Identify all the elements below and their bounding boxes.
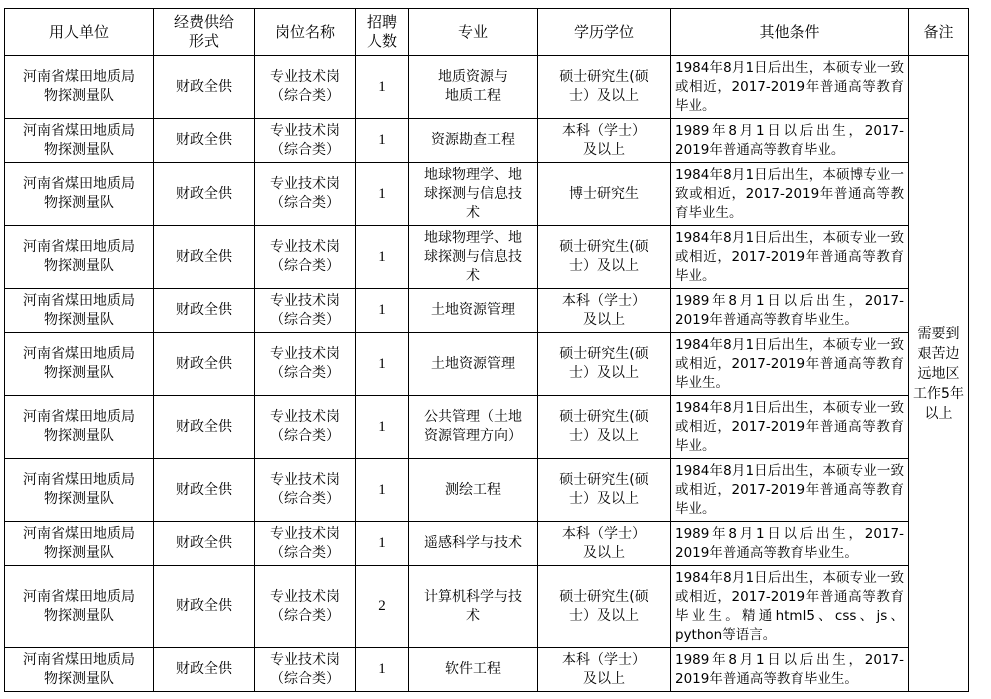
cell-count: 1 (356, 459, 409, 522)
cell-unit: 河南省煤田地质局 物探测量队 (5, 226, 154, 289)
cell-count: 1 (356, 333, 409, 396)
cell-unit: 河南省煤田地质局 物探测量队 (5, 459, 154, 522)
cell-count: 1 (356, 56, 409, 119)
cell-education: 硕士研究生(硕 士）及以上 (538, 56, 671, 119)
cell-unit: 河南省煤田地质局 物探测量队 (5, 119, 154, 163)
header-unit: 用人单位 (5, 9, 154, 56)
cell-position: 专业技术岗 （综合类） (255, 566, 356, 648)
table-row (5, 163, 969, 226)
cell-conditions: 1989年8月1日以后出生，2017-2019年普通高等教育毕业生。 (671, 648, 909, 692)
cell-funding: 财政全供 (154, 648, 255, 692)
cell-education: 本科（学士） 及以上 (538, 289, 671, 333)
cell-count: 1 (356, 119, 409, 163)
table-row (5, 522, 969, 566)
cell-major: 地质资源与 地质工程 (409, 56, 538, 119)
cell-count: 1 (356, 226, 409, 289)
cell-count: 2 (356, 566, 409, 648)
cell-major: 地球物理学、地 球探测与信息技 术 (409, 163, 538, 226)
cell-position: 专业技术岗 （综合类） (255, 56, 356, 119)
table-row (5, 333, 969, 396)
table-body (5, 56, 969, 692)
cell-unit: 河南省煤田地质局 物探测量队 (5, 522, 154, 566)
recruitment-table-container (4, 8, 969, 692)
cell-major: 计算机科学与技 术 (409, 566, 538, 648)
table-row (5, 56, 969, 119)
cell-major: 资源勘查工程 (409, 119, 538, 163)
cell-major: 公共管理（土地 资源管理方向） (409, 396, 538, 459)
cell-unit: 河南省煤田地质局 物探测量队 (5, 289, 154, 333)
cell-unit: 河南省煤田地质局 物探测量队 (5, 163, 154, 226)
cell-major: 测绘工程 (409, 459, 538, 522)
recruitment-table (4, 8, 969, 692)
cell-education: 硕士研究生(硕 士）及以上 (538, 333, 671, 396)
cell-funding: 财政全供 (154, 333, 255, 396)
header-row (5, 9, 969, 56)
cell-position: 专业技术岗 （综合类） (255, 396, 356, 459)
cell-funding: 财政全供 (154, 119, 255, 163)
cell-education: 博士研究生 (538, 163, 671, 226)
cell-count: 1 (356, 648, 409, 692)
cell-funding: 财政全供 (154, 566, 255, 648)
table-row (5, 289, 969, 333)
cell-conditions: 1984年8月1日后出生，本硕专业一致或相近，2017-2019年普通高等教育毕业生。 (671, 333, 909, 396)
cell-education: 本科（学士） 及以上 (538, 119, 671, 163)
cell-remark: 需要到 艰苦边 远地区 工作5年 以上 (909, 56, 969, 692)
header-position: 岗位名称 (255, 9, 356, 56)
cell-conditions: 1984年8月1日后出生，本硕专业一致或相近，2017-2019年普通高等教育毕业。 (671, 396, 909, 459)
cell-position: 专业技术岗 （综合类） (255, 119, 356, 163)
header-count: 招聘 人数 (356, 9, 409, 56)
header-remark: 备注 (909, 9, 969, 56)
cell-count: 1 (356, 163, 409, 226)
cell-position: 专业技术岗 （综合类） (255, 226, 356, 289)
table-row (5, 648, 969, 692)
cell-unit: 河南省煤田地质局 物探测量队 (5, 333, 154, 396)
table-row (5, 459, 969, 522)
cell-position: 专业技术岗 （综合类） (255, 289, 356, 333)
cell-funding: 财政全供 (154, 163, 255, 226)
cell-education: 本科（学士） 及以上 (538, 648, 671, 692)
cell-position: 专业技术岗 （综合类） (255, 459, 356, 522)
cell-major: 软件工程 (409, 648, 538, 692)
cell-conditions: 1989年8月1日以后出生，2017-2019年普通高等教育毕业生。 (671, 289, 909, 333)
cell-count: 1 (356, 522, 409, 566)
cell-education: 硕士研究生(硕 士）及以上 (538, 396, 671, 459)
cell-conditions: 1989年8月1日以后出生，2017-2019年普通高等教育毕业生。 (671, 522, 909, 566)
table-row (5, 566, 969, 648)
cell-position: 专业技术岗 （综合类） (255, 522, 356, 566)
cell-major: 土地资源管理 (409, 333, 538, 396)
cell-position: 专业技术岗 （综合类） (255, 648, 356, 692)
cell-funding: 财政全供 (154, 56, 255, 119)
cell-funding: 财政全供 (154, 459, 255, 522)
cell-funding: 财政全供 (154, 289, 255, 333)
cell-funding: 财政全供 (154, 226, 255, 289)
cell-conditions: 1984年8月1日后出生，本硕专业一致或相近，2017-2019年普通高等教育毕业。 (671, 226, 909, 289)
header-funding: 经费供给 形式 (154, 9, 255, 56)
cell-education: 硕士研究生(硕 士）及以上 (538, 459, 671, 522)
cell-conditions: 1984年8月1日后出生，本硕专业一致或相近，2017-2019年普通高等教育毕业。 (671, 56, 909, 119)
cell-unit: 河南省煤田地质局 物探测量队 (5, 396, 154, 459)
cell-funding: 财政全供 (154, 396, 255, 459)
cell-conditions: 1984年8月1日后出生，本硕专业一致或相近，2017-2019年普通高等教育毕业生。精通html5、css、js、python等语言。 (671, 566, 909, 648)
cell-education: 硕士研究生(硕 士）及以上 (538, 226, 671, 289)
cell-education: 硕士研究生(硕 士）及以上 (538, 566, 671, 648)
header-conditions: 其他条件 (671, 9, 909, 56)
cell-count: 1 (356, 396, 409, 459)
table-row (5, 226, 969, 289)
table-row (5, 396, 969, 459)
cell-unit: 河南省煤田地质局 物探测量队 (5, 648, 154, 692)
cell-education: 本科（学士） 及以上 (538, 522, 671, 566)
cell-conditions: 1989年8月1日以后出生，2017-2019年普通高等教育毕业。 (671, 119, 909, 163)
cell-major: 地球物理学、地 球探测与信息技 术 (409, 226, 538, 289)
cell-position: 专业技术岗 （综合类） (255, 163, 356, 226)
cell-major: 遥感科学与技术 (409, 522, 538, 566)
cell-conditions: 1984年8月1日后出生，本硕博专业一致或相近，2017-2019年普通高等教育毕业生。 (671, 163, 909, 226)
cell-unit: 河南省煤田地质局 物探测量队 (5, 56, 154, 119)
cell-unit: 河南省煤田地质局 物探测量队 (5, 566, 154, 648)
cell-funding: 财政全供 (154, 522, 255, 566)
cell-count: 1 (356, 289, 409, 333)
header-major: 专业 (409, 9, 538, 56)
cell-conditions: 1984年8月1日后出生，本硕专业一致或相近，2017-2019年普通高等教育毕业。 (671, 459, 909, 522)
table-row (5, 119, 969, 163)
header-education: 学历学位 (538, 9, 671, 56)
cell-major: 土地资源管理 (409, 289, 538, 333)
cell-position: 专业技术岗 （综合类） (255, 333, 356, 396)
